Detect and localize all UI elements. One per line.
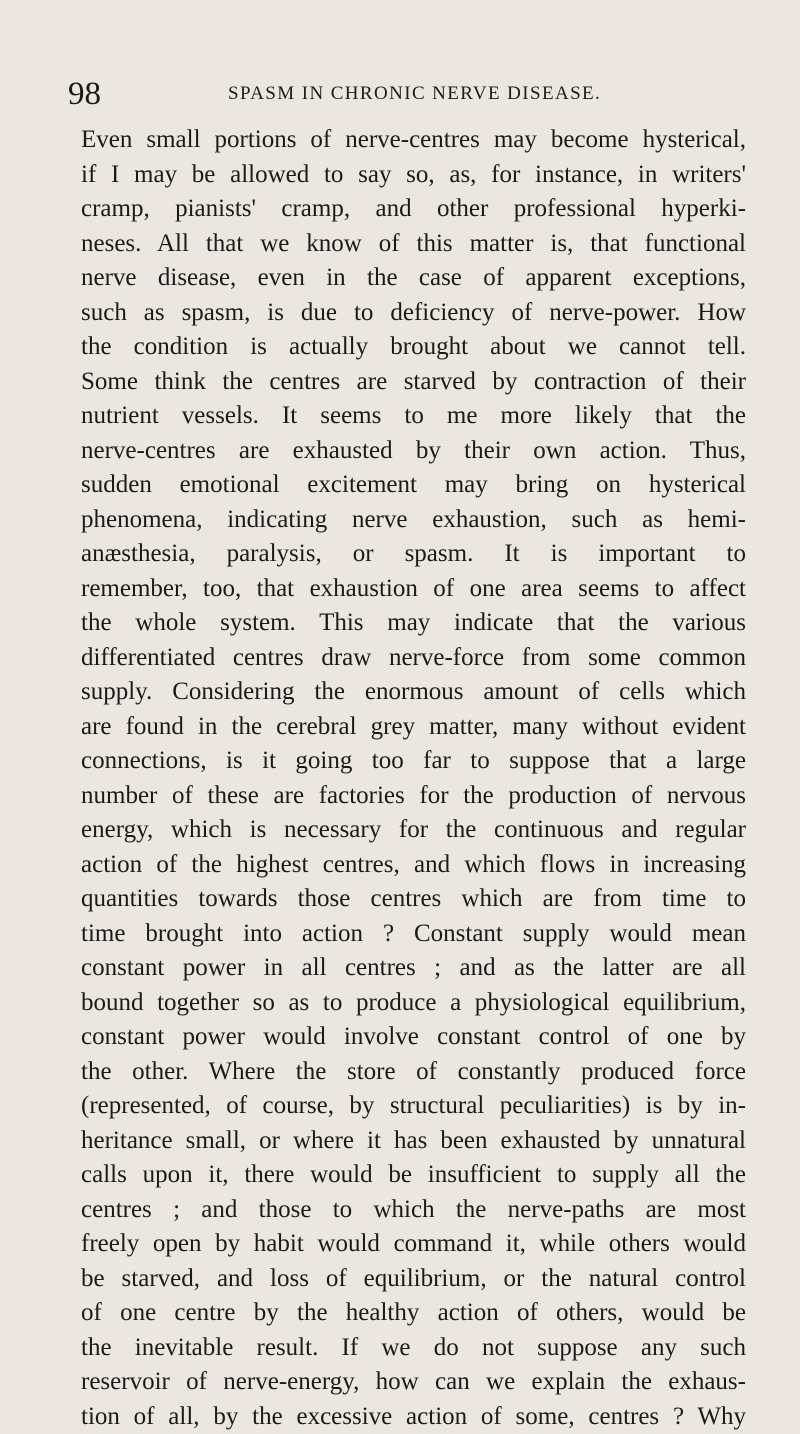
- text-line: quantities towards those centres which are from time to: [81, 882, 746, 917]
- text-line: such as spasm, is due to deficiency of nerve-power. How: [81, 296, 746, 331]
- text-line: cramp, pianists' cramp, and other professional hyperki-: [81, 192, 746, 227]
- text-line: supply. Considering the enormous amount of cells which: [81, 675, 746, 710]
- text-line: anæsthesia, paralysis, or spasm. It is important to: [81, 537, 746, 572]
- chapter-title: SPASM IN CHRONIC NERVE DISEASE.: [228, 78, 601, 110]
- text-line: time brought into action ? Constant supply would mean: [81, 917, 746, 952]
- text-line: constant power in all centres ; and as the latter are all: [81, 951, 746, 986]
- text-line: nerve-centres are exhausted by their own action. Thus,: [81, 434, 746, 469]
- text-line: number of these are factories for the production of nervous: [81, 779, 746, 814]
- text-line: bound together so as to produce a physiological equilibrium,: [81, 986, 746, 1021]
- text-line: the inevitable result. If we do not suppose any such: [81, 1331, 746, 1366]
- text-line: if I may be allowed to say so, as, for instance, in writers': [81, 158, 746, 193]
- text-line: of one centre by the healthy action of others, would be: [81, 1296, 746, 1331]
- text-line: connections, is it going too far to suppose that a large: [81, 744, 746, 779]
- text-line: sudden emotional excitement may bring on hysterical: [81, 468, 746, 503]
- text-line: Some think the centres are starved by contraction of their: [81, 365, 746, 400]
- text-line: nerve disease, even in the case of apparent exceptions,: [81, 261, 746, 296]
- running-head: [68, 74, 748, 114]
- text-line: reservoir of nerve-energy, how can we explain the exhaus-: [81, 1365, 746, 1400]
- text-line: the other. Where the store of constantly produced force: [81, 1055, 746, 1090]
- text-line: energy, which is necessary for the continuous and regular: [81, 813, 746, 848]
- text-line: action of the highest centres, and which flows in increasing: [81, 848, 746, 883]
- text-line: (represented, of course, by structural peculiarities) is by in-: [81, 1089, 746, 1124]
- text-line: phenomena, indicating nerve exhaustion, such as hemi-: [81, 503, 746, 538]
- text-line: remember, too, that exhaustion of one area seems to affect: [81, 572, 746, 607]
- text-line: be starved, and loss of equilibrium, or the natural control: [81, 1262, 746, 1297]
- text-line: are found in the cerebral grey matter, many without evident: [81, 710, 746, 745]
- text-line: heritance small, or where it has been exhausted by unnatural: [81, 1124, 746, 1159]
- body-paragraph: [81, 123, 746, 1434]
- text-line: constant power would involve constant control of one by: [81, 1020, 746, 1055]
- page-number: 98: [68, 74, 101, 114]
- text-line: differentiated centres draw nerve-force from some common: [81, 641, 746, 676]
- text-line: centres ; and those to which the nerve-paths are most: [81, 1193, 746, 1228]
- text-line: freely open by habit would command it, while others would: [81, 1227, 746, 1262]
- text-line: calls upon it, there would be insufficient to supply all the: [81, 1158, 746, 1193]
- text-line: Even small portions of nerve-centres may become hysterical,: [81, 123, 746, 158]
- text-line: neses. All that we know of this matter is, that functional: [81, 227, 746, 262]
- text-line: tion of all, by the excessive action of some, centres ? Why: [81, 1400, 746, 1434]
- text-line: nutrient vessels. It seems to me more likely that the: [81, 399, 746, 434]
- text-line: the condition is actually brought about we cannot tell.: [81, 330, 746, 365]
- text-line: the whole system. This may indicate that the various: [81, 606, 746, 641]
